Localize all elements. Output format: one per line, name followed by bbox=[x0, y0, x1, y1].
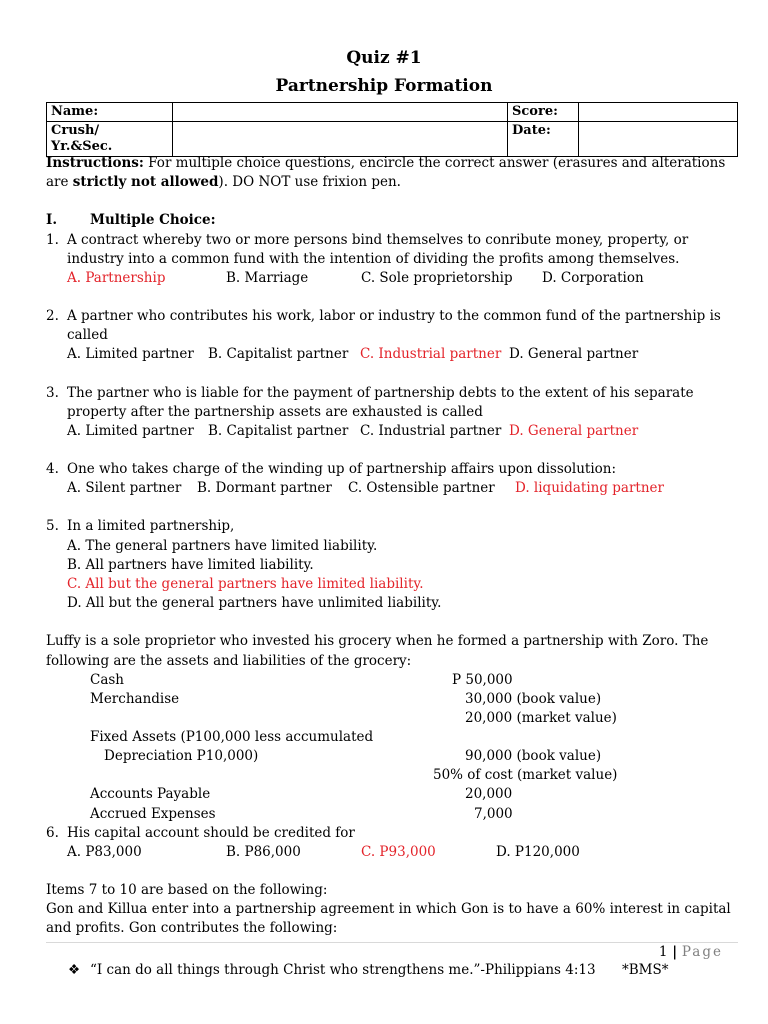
q3-line-2: property after the partnership assets are exhausted is called bbox=[67, 404, 483, 420]
page-title: Partnership Formation bbox=[275, 76, 493, 96]
q2-number: 2. bbox=[46, 308, 59, 324]
q1-choice-c[interactable]: C. Sole proprietorship bbox=[361, 270, 513, 286]
liability-ae-value: 7,000 bbox=[474, 806, 513, 822]
q6-choice-a[interactable]: A. P83,000 bbox=[67, 844, 142, 860]
q5-line-1: In a limited partnership, bbox=[67, 518, 235, 534]
instructions-line-2 bbox=[46, 174, 401, 190]
q3-number: 3. bbox=[46, 385, 59, 401]
instructions-text-2a: are bbox=[46, 174, 73, 190]
liability-ap-label: Accounts Payable bbox=[90, 786, 211, 802]
q4-number: 4. bbox=[46, 461, 59, 477]
crush-yrsec-label bbox=[47, 122, 173, 157]
q3-line-1: The partner who is liable for the payment of partnership debts to the extent of his separate bbox=[67, 385, 694, 401]
instructions-text-1: For multiple choice questions, encircle the correct answer (erasures and alterations bbox=[143, 155, 726, 171]
items-7-10-line-1: Items 7 to 10 are based on the following: bbox=[46, 882, 328, 898]
footer-tag: *BMS* bbox=[622, 962, 669, 978]
q4-choice-c[interactable]: C. Ostensible partner bbox=[348, 480, 495, 496]
bullet-diamond-icon: ❖ bbox=[68, 962, 81, 978]
page-separator: | bbox=[667, 944, 682, 960]
q1-line-1: A contract whereby two or more persons bind themselves to conribute money, property, or bbox=[67, 232, 689, 248]
asset-cash-value: P 50,000 bbox=[452, 672, 513, 688]
quiz-number: Quiz #1 bbox=[346, 48, 422, 68]
q3-choice-b[interactable]: B. Capitalist partner bbox=[208, 423, 349, 439]
q4-choice-b[interactable]: B. Dormant partner bbox=[197, 480, 332, 496]
q1-choice-b[interactable]: B. Marriage bbox=[226, 270, 309, 286]
q2-choice-d[interactable]: D. General partner bbox=[509, 346, 639, 362]
q6-choice-d[interactable]: D. P120,000 bbox=[496, 844, 580, 860]
crush-label: Crush/ bbox=[51, 123, 100, 138]
q5-number: 5. bbox=[46, 518, 59, 534]
score-label: Score: bbox=[508, 103, 579, 122]
instructions-emphasis: strictly not allowed bbox=[72, 174, 219, 190]
q6-number: 6. bbox=[46, 825, 59, 841]
asset-fixed-label-1: Fixed Assets (P100,000 less accumulated bbox=[90, 729, 374, 745]
footer-verse: “I can do all things through Christ who strengthens me.”-Philippians 4:13 bbox=[90, 962, 596, 978]
score-field[interactable] bbox=[579, 103, 738, 122]
q1-choice-a[interactable]: A. Partnership bbox=[67, 270, 166, 286]
q2-line-1: A partner who contributes his work, labor or industry to the common fund of the partnership is bbox=[67, 308, 721, 324]
liability-ap-value: 20,000 bbox=[465, 786, 513, 802]
asset-fixed-market: 50% of cost (market value) bbox=[433, 767, 618, 783]
footer-divider bbox=[46, 942, 738, 943]
q3-choice-d[interactable]: D. General partner bbox=[509, 423, 639, 439]
q6-choice-c[interactable]: C. P93,000 bbox=[361, 844, 436, 860]
q5-choice-a[interactable]: A. The general partners have limited liability. bbox=[67, 538, 378, 554]
asset-fixed-book: 90,000 (book value) bbox=[465, 748, 602, 764]
q6-choice-b[interactable]: B. P86,000 bbox=[226, 844, 301, 860]
q2-choice-c[interactable]: C. Industrial partner bbox=[360, 346, 502, 362]
name-label: Name: bbox=[47, 103, 173, 122]
asset-cash-label: Cash bbox=[90, 672, 125, 688]
asset-fixed-label-2: Depreciation P10,000) bbox=[104, 748, 259, 764]
date-field[interactable] bbox=[579, 122, 738, 157]
q2-choice-b[interactable]: B. Capitalist partner bbox=[208, 346, 349, 362]
section-title: Multiple Choice: bbox=[90, 212, 216, 228]
q2-line-2: called bbox=[67, 327, 108, 343]
asset-merchandise-book: 30,000 (book value) bbox=[465, 691, 602, 707]
date-label: Date: bbox=[508, 122, 579, 157]
luffy-line-1: Luffy is a sole proprietor who invested his grocery when he formed a partnership with Zoro. The bbox=[46, 633, 709, 649]
asset-merchandise-label: Merchandise bbox=[90, 691, 180, 707]
q4-choice-a[interactable]: A. Silent partner bbox=[67, 480, 182, 496]
q1-number: 1. bbox=[46, 232, 59, 248]
q5-choice-d[interactable]: D. All but the general partners have unlimited liability. bbox=[67, 595, 442, 611]
liability-ae-label: Accrued Expenses bbox=[90, 806, 216, 822]
student-info-table bbox=[46, 102, 738, 157]
instructions-text-2c: ). DO NOT use frixion pen. bbox=[218, 174, 401, 190]
asset-merchandise-market: 20,000 (market value) bbox=[465, 710, 617, 726]
q4-line-1: One who takes charge of the winding up of partnership affairs upon dissolution: bbox=[67, 461, 617, 477]
q3-choice-a[interactable]: A. Limited partner bbox=[67, 423, 194, 439]
page-number-value: 1 bbox=[658, 944, 668, 960]
yrsec-label: Yr.&Sec. bbox=[51, 139, 113, 154]
q1-line-2: industry into a common fund with the intention of dividing the profits among themselves. bbox=[67, 251, 680, 267]
q3-choice-c[interactable]: C. Industrial partner bbox=[360, 423, 502, 439]
instructions-label: Instructions: bbox=[46, 155, 144, 171]
q1-choice-d[interactable]: D. Corporation bbox=[542, 270, 644, 286]
page-number bbox=[659, 944, 723, 960]
q2-choice-a[interactable]: A. Limited partner bbox=[67, 346, 194, 362]
q4-choice-d[interactable]: D. liquidating partner bbox=[515, 480, 664, 496]
section-numeral: I. bbox=[46, 212, 58, 228]
items-7-10-line-3: and profits. Gon contributes the following: bbox=[46, 920, 338, 936]
crush-yrsec-field[interactable] bbox=[173, 122, 508, 157]
page-label: Page bbox=[681, 944, 723, 960]
name-field[interactable] bbox=[173, 103, 508, 122]
q6-line-1: His capital account should be credited for bbox=[67, 825, 355, 841]
q5-choice-b[interactable]: B. All partners have limited liability. bbox=[67, 557, 314, 573]
instructions-line-1 bbox=[46, 155, 725, 171]
luffy-line-2: following are the assets and liabilities of the grocery: bbox=[46, 653, 412, 669]
items-7-10-line-2: Gon and Killua enter into a partnership agreement in which Gon is to have a 60% interest in capital bbox=[46, 901, 731, 917]
q5-choice-c[interactable]: C. All but the general partners have limited liability. bbox=[67, 576, 424, 592]
